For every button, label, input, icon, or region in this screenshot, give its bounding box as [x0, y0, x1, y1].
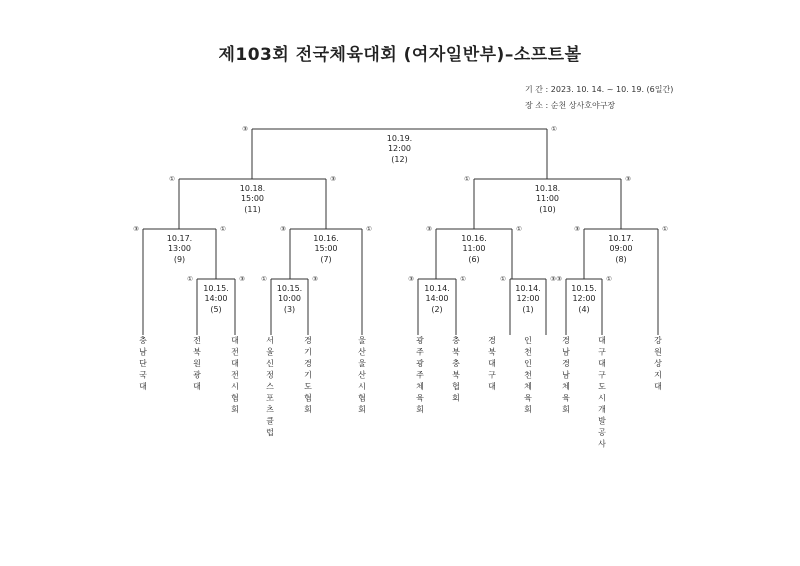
match-date: 10.14. [424, 284, 450, 293]
match-time: 12:00 [516, 294, 540, 303]
match-date: 10.14. [515, 284, 541, 293]
match-number: (9) [173, 255, 186, 264]
match-time: 12:00 [387, 144, 412, 153]
right-score: ① [220, 225, 226, 233]
match-date: 10.19. [386, 134, 413, 143]
match-number: (3) [283, 305, 296, 314]
right-score: ③ [239, 275, 245, 283]
right-score: ③ [312, 275, 318, 283]
team-name: 인 천 인 천 체 육 회 [524, 336, 532, 414]
right-score: ① [460, 275, 466, 283]
match-number: (2) [431, 305, 443, 314]
left-score: ③ [426, 225, 432, 233]
match-time: 12:00 [572, 294, 596, 303]
right-score: ① [516, 225, 522, 233]
tournament-venue: 장 소 : 순천 상사호야구장 [525, 101, 616, 110]
right-score: ③ [330, 175, 336, 183]
match-date: 10.15. [203, 284, 229, 293]
match-number: (10) [539, 205, 556, 214]
right-score: ① [366, 225, 372, 233]
team-name: 대 전 대 전 시 협 회 [231, 336, 239, 414]
left-score: ① [169, 175, 175, 183]
right-score: ① [606, 275, 612, 283]
match-date: 10.17. [608, 234, 634, 243]
team-name: 경 북 대 구 대 [488, 336, 496, 391]
match-number: (8) [615, 255, 627, 264]
match-date: 10.15. [276, 284, 303, 293]
team-name: 대 구 대 구 도 시 개 발 공 사 [598, 336, 606, 449]
match-time: 13:00 [167, 244, 192, 253]
match-time: 14:00 [425, 294, 449, 303]
match-time: 09:00 [609, 244, 633, 253]
right-score: ③ [550, 275, 556, 283]
match-date: 10.15. [571, 284, 597, 293]
left-score: ③ [574, 225, 580, 233]
page-title: 제103회 전국체육대회 (여자일반부)–소프트볼 [218, 45, 582, 65]
match-date: 10.16. [313, 234, 339, 243]
team-name: 서 울 신 정 스 포 츠 클 럽 [266, 336, 274, 437]
left-score: ③ [242, 125, 248, 133]
match-date: 10.18. [534, 184, 561, 193]
team-name: 충 남 단 국 대 [139, 336, 147, 391]
team-name: 경 남 경 남 체 육 회 [562, 336, 570, 414]
team-name: 강 원 상 지 대 [654, 336, 662, 391]
match-time: 14:00 [204, 294, 228, 303]
left-score: ① [261, 275, 267, 283]
team-name: 경 기 경 기 도 협 회 [304, 336, 312, 414]
team-name: 울 산 울 산 시 협 회 [358, 336, 366, 414]
match-number: (4) [578, 305, 590, 314]
team-name: 광 주 광 주 체 육 회 [416, 336, 424, 414]
match-time: 10:00 [277, 294, 302, 303]
tournament-period: 기 간 : 2023. 10. 14. ~ 10. 19. (6일간) [525, 85, 674, 94]
match-number: (1) [522, 305, 534, 314]
match-time: 15:00 [240, 194, 265, 203]
match-number: (7) [320, 255, 332, 264]
match-time: 11:00 [535, 194, 560, 203]
left-score: ③ [408, 275, 414, 283]
left-score: ③ [556, 275, 562, 283]
right-score: ① [662, 225, 668, 233]
team-name: 충 북 충 북 협 회 [452, 336, 460, 403]
left-score: ③ [280, 225, 286, 233]
match-number: (12) [391, 155, 408, 164]
team-name: 전 북 원 광 대 [193, 336, 201, 391]
left-score: ① [464, 175, 470, 183]
match-time: 15:00 [314, 244, 338, 253]
match-number: (6) [468, 255, 480, 264]
match-time: 11:00 [462, 244, 486, 253]
match-date: 10.17. [166, 234, 193, 243]
left-score: ① [500, 275, 506, 283]
right-score: ① [551, 125, 557, 133]
match-number: (11) [244, 205, 261, 214]
match-date: 10.16. [461, 234, 487, 243]
left-score: ③ [133, 225, 139, 233]
left-score: ① [187, 275, 193, 283]
right-score: ③ [625, 175, 631, 183]
match-date: 10.18. [239, 184, 266, 193]
match-number: (5) [210, 305, 222, 314]
